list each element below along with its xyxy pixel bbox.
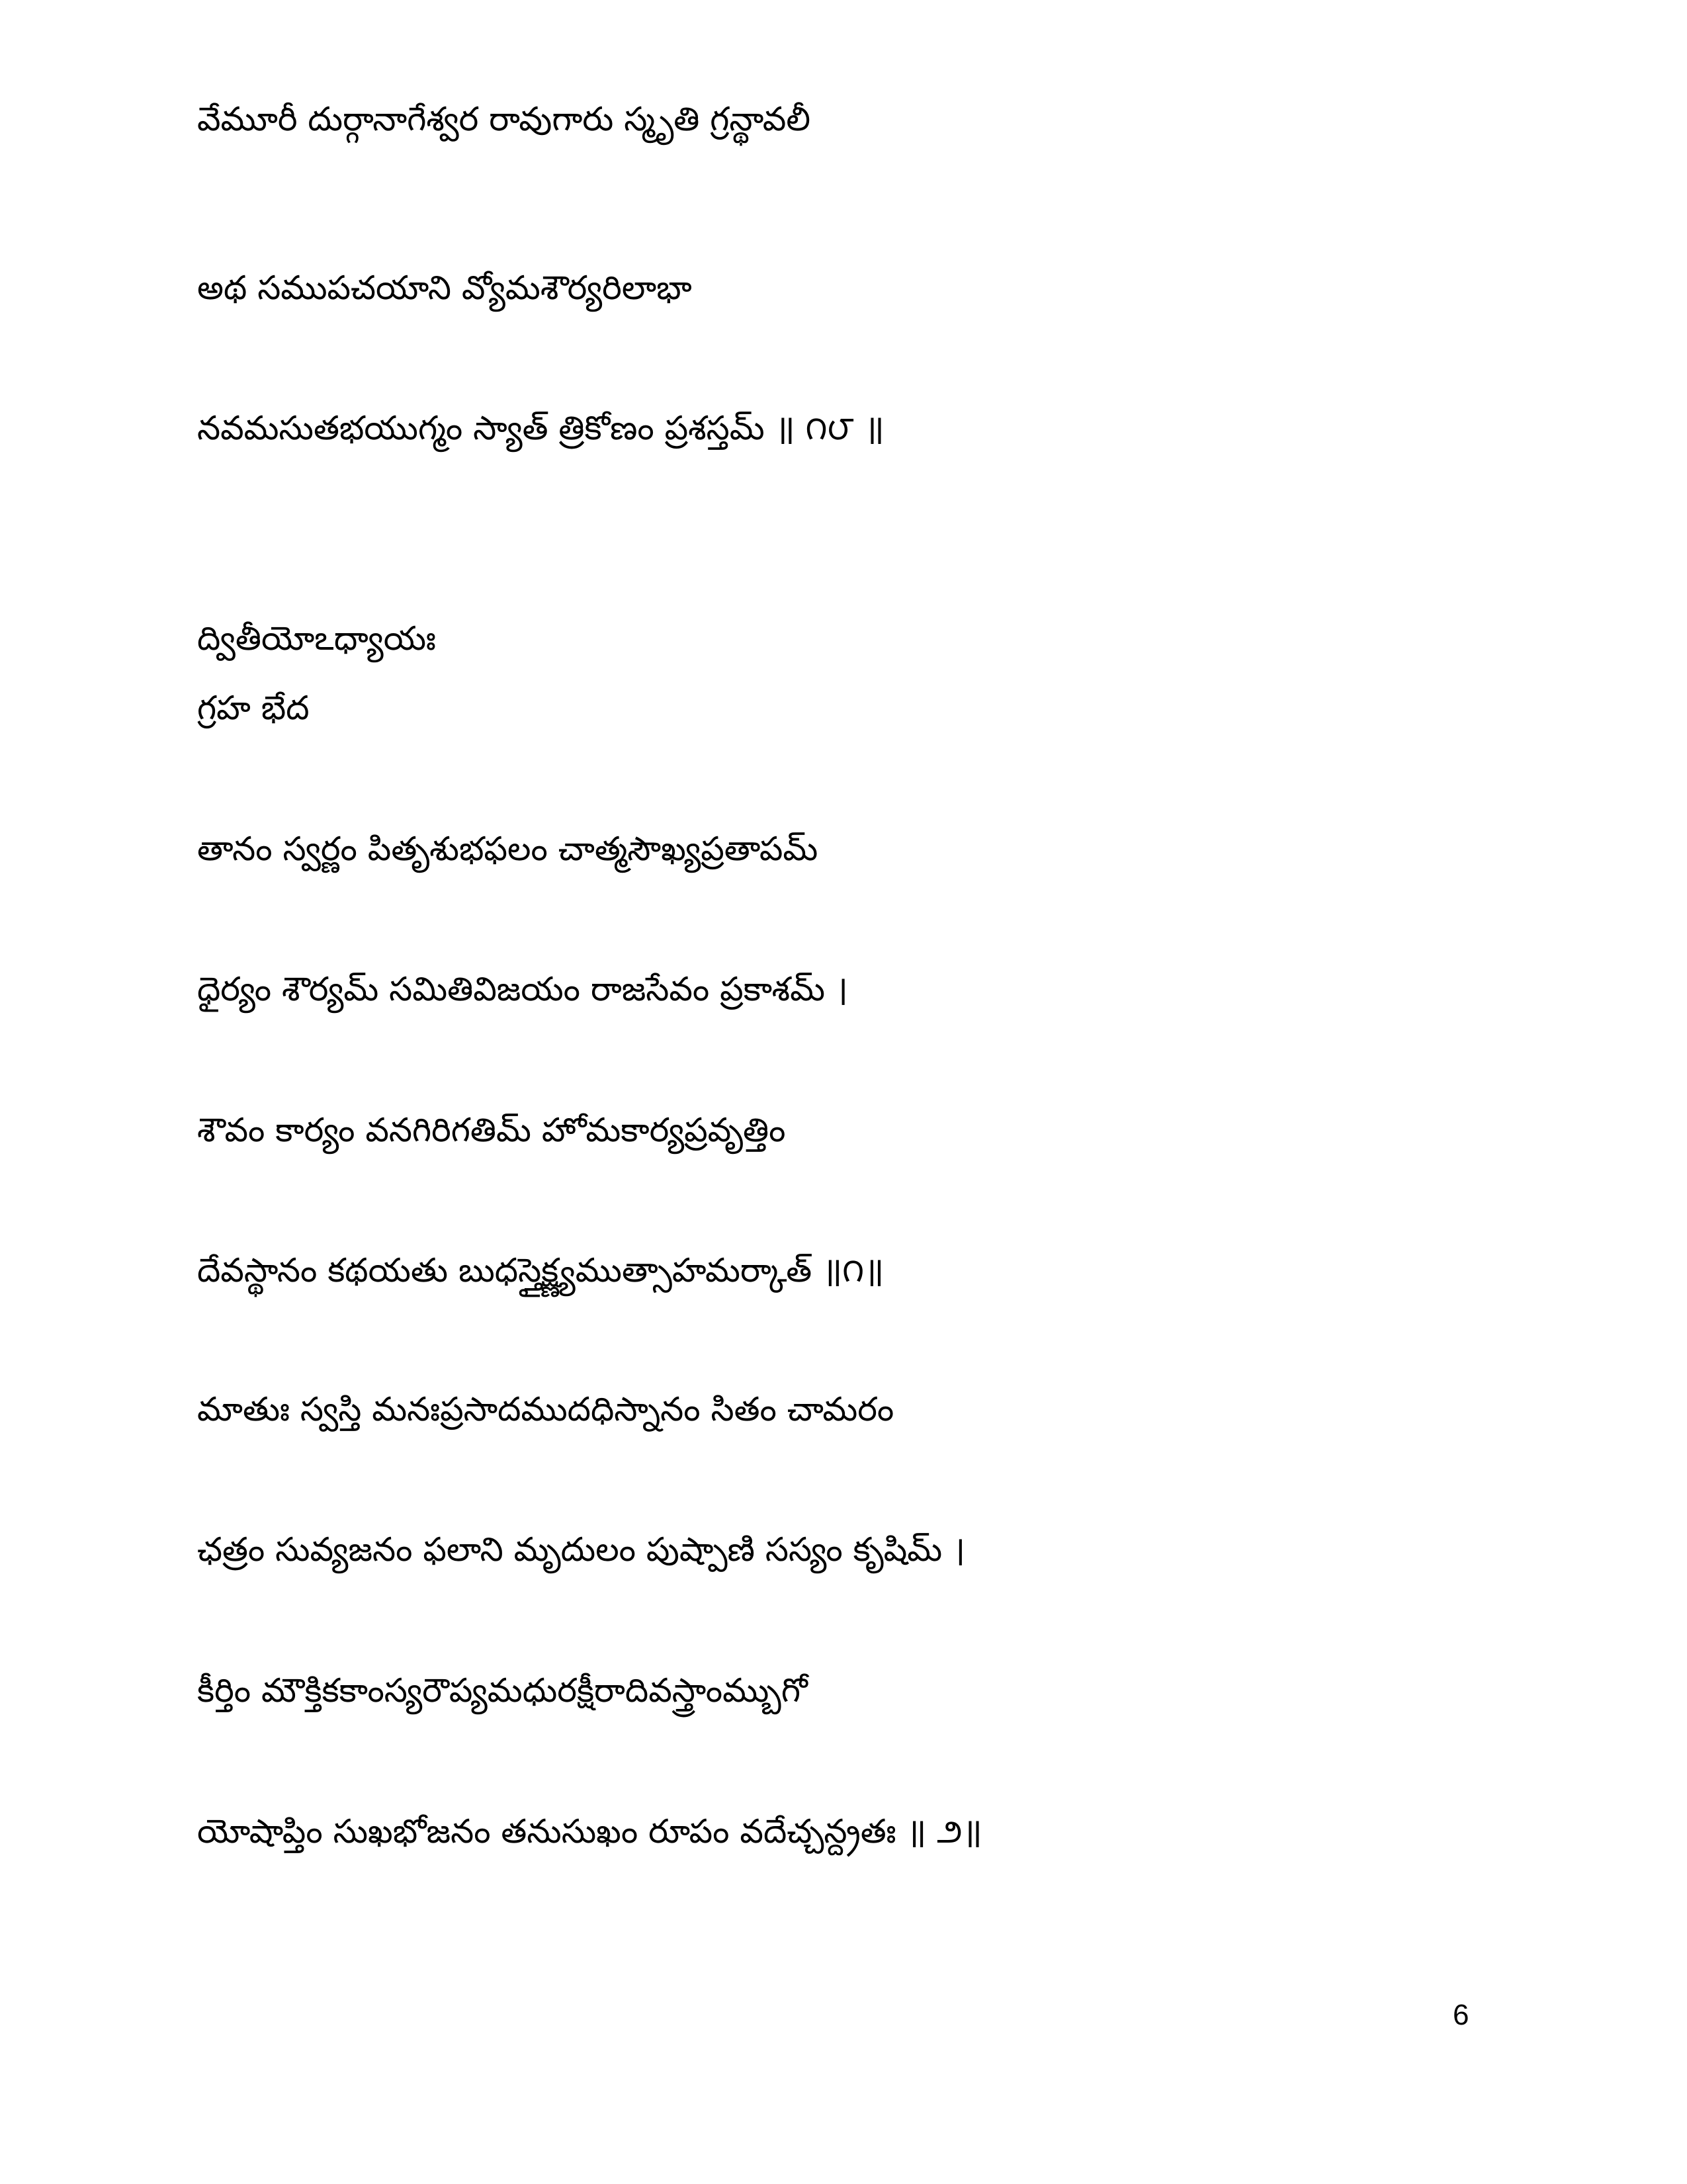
chapter-title: ద్వితీయోఽధ్యాయః — [197, 619, 436, 658]
chapter-subtitle: గ్రహ భేద — [197, 689, 310, 727]
verse-line: దేవస్థానం కథయతు బుధస్తైక్ష్ణ్యముత్సాహమర్కాత్ ॥౧॥ — [197, 1251, 885, 1289]
running-title: వేమూరీ దుర్గానాగేశ్వర రావుగారు స్మృతి గ్రన్థావలీ — [197, 100, 810, 138]
verse-line: శౌవం కార్యం వనగిరిగతిమ్ హోమకార్యప్రవృత్తిం — [197, 1111, 786, 1149]
verse-line: అథ సముపచయాని వ్యోమశౌర్యరిలాభా — [197, 269, 692, 307]
verse-line: యోషాప్తిం సుఖభోజనం తనుసుఖం రూపం వదేచ్చన్ద్రతః ॥ ౨॥ — [197, 1812, 982, 1851]
verse-line: ధైర్యం శౌర్యమ్ సమితివిజయం రాజసేవం ప్రకాశమ్ । — [197, 970, 848, 1008]
verse-line: కీర్తిం మౌక్తికకాంస్యరౌప్యమధురక్షీరాదివస్త్రాంమ్బుగో — [197, 1671, 808, 1710]
verse-line: మాతుః స్వస్తి మనఃప్రసాదముదధిస్నానం సితం చామరం — [197, 1390, 894, 1428]
verse-line: తానం స్వర్ణం పితృశుభఫలం చాత్మసౌఖ్యప్రతాపమ్ — [197, 830, 818, 868]
page-number: 6 — [1453, 1999, 1469, 2031]
verse-line: ఛత్రం సువ్యజనం ఫలాని మృదులం పుష్పాణి సస్యం కృషిమ్ । — [197, 1530, 966, 1569]
verse-line: నవమసుతభయుగ్మం స్యాత్ త్రికోణం ప్రశస్తమ్ ॥ ౧౮ ॥ — [197, 409, 885, 447]
